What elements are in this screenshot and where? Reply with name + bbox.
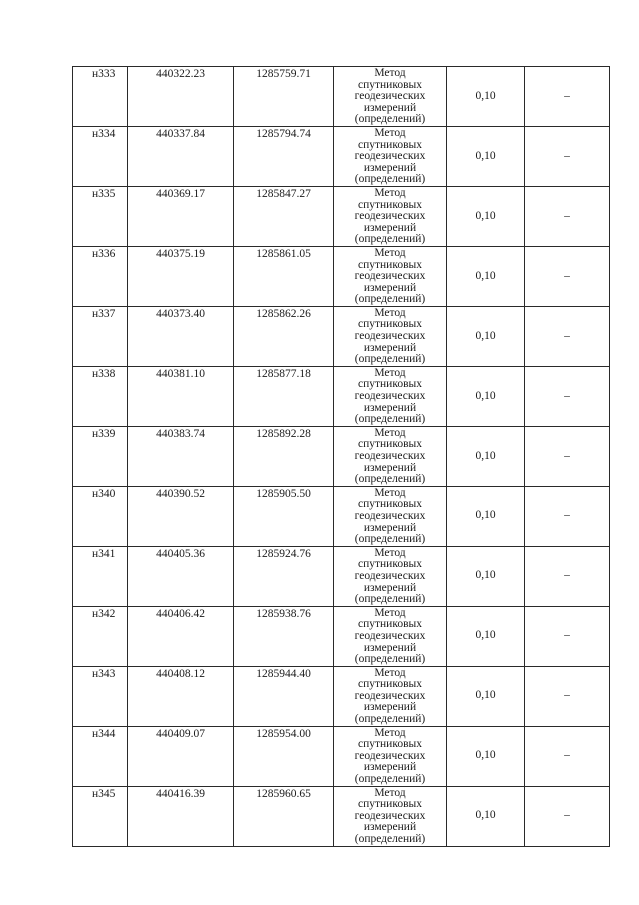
description-text: –	[564, 209, 570, 222]
y-coordinate-cell	[234, 186, 334, 246]
description-text: –	[564, 89, 570, 102]
accuracy-text: 0,10	[475, 689, 496, 702]
y-coordinate-text: 1285794.74	[256, 127, 311, 140]
description-cell	[525, 786, 610, 846]
x-coordinate-cell	[128, 366, 234, 426]
description-cell	[525, 126, 610, 186]
point-cell	[73, 126, 128, 186]
table-row	[73, 486, 610, 546]
table-row	[73, 666, 610, 726]
method-text: Метод спутниковых геодезических измерений (определений)	[354, 666, 426, 726]
accuracy-cell	[447, 486, 525, 546]
coordinates-table	[72, 66, 610, 847]
point-cell	[73, 186, 128, 246]
x-coordinate-text: 440405.36	[156, 547, 205, 560]
point-cell	[73, 666, 128, 726]
y-coordinate-cell	[234, 726, 334, 786]
point-cell	[73, 306, 128, 366]
method-text: Метод спутниковых геодезических измерений (определений)	[354, 486, 426, 546]
x-coordinate-text: 440409.07	[156, 727, 205, 740]
table-row	[73, 426, 610, 486]
x-coordinate-text: 440408.12	[156, 667, 205, 680]
y-coordinate-text: 1285924.76	[256, 547, 311, 560]
method-cell	[334, 486, 447, 546]
x-coordinate-text: 440390.52	[156, 487, 205, 500]
point-text: н342	[92, 607, 116, 620]
table-body	[73, 67, 610, 847]
method-cell	[334, 126, 447, 186]
accuracy-text: 0,10	[475, 329, 496, 342]
y-coordinate-text: 1285847.27	[256, 187, 311, 200]
description-text: –	[564, 509, 570, 522]
description-cell	[525, 486, 610, 546]
x-coordinate-cell	[128, 126, 234, 186]
method-text: Метод спутниковых геодезических измерений (определений)	[354, 126, 426, 186]
accuracy-text: 0,10	[475, 269, 496, 282]
description-text: –	[564, 749, 570, 762]
accuracy-cell	[447, 366, 525, 426]
x-coordinate-text: 440406.42	[156, 607, 205, 620]
x-coordinate-cell	[128, 67, 234, 127]
point-cell	[73, 786, 128, 846]
method-text: Метод спутниковых геодезических измерений (определений)	[354, 546, 426, 606]
accuracy-cell	[447, 426, 525, 486]
accuracy-cell	[447, 726, 525, 786]
accuracy-text: 0,10	[475, 209, 496, 222]
x-coordinate-text: 440383.74	[156, 427, 205, 440]
method-text: Метод спутниковых геодезических измерений (определений)	[354, 726, 426, 786]
point-text: н336	[92, 247, 116, 260]
x-coordinate-cell	[128, 606, 234, 666]
description-cell	[525, 366, 610, 426]
y-coordinate-cell	[234, 67, 334, 127]
y-coordinate-text: 1285938.76	[256, 607, 311, 620]
y-coordinate-cell	[234, 606, 334, 666]
y-coordinate-text: 1285905.50	[256, 487, 311, 500]
method-cell	[334, 186, 447, 246]
accuracy-cell	[447, 606, 525, 666]
x-coordinate-cell	[128, 726, 234, 786]
method-text: Метод спутниковых геодезических измерений (определений)	[354, 426, 426, 486]
x-coordinate-cell	[128, 786, 234, 846]
x-coordinate-text: 440373.40	[156, 307, 205, 320]
y-coordinate-cell	[234, 786, 334, 846]
point-cell	[73, 546, 128, 606]
method-cell	[334, 606, 447, 666]
y-coordinate-text: 1285861.05	[256, 247, 311, 260]
table-row	[73, 306, 610, 366]
y-coordinate-text: 1285877.18	[256, 367, 311, 380]
y-coordinate-cell	[234, 666, 334, 726]
point-text: н343	[92, 667, 116, 680]
description-text: –	[564, 809, 570, 822]
y-coordinate-cell	[234, 306, 334, 366]
description-cell	[525, 246, 610, 306]
point-cell	[73, 67, 128, 127]
description-cell	[525, 666, 610, 726]
point-text: н340	[92, 487, 116, 500]
y-coordinate-text: 1285759.71	[256, 68, 311, 80]
accuracy-text: 0,10	[475, 389, 496, 402]
y-coordinate-text: 1285954.00	[256, 727, 311, 740]
x-coordinate-cell	[128, 546, 234, 606]
point-cell	[73, 426, 128, 486]
y-coordinate-text: 1285944.40	[256, 667, 311, 680]
accuracy-text: 0,10	[475, 569, 496, 582]
x-coordinate-text: 440322.23	[156, 68, 205, 80]
table-row	[73, 366, 610, 426]
method-text: Метод спутниковых геодезических измерений (определений)	[354, 186, 426, 246]
y-coordinate-cell	[234, 426, 334, 486]
point-text: н341	[92, 547, 116, 560]
point-cell	[73, 366, 128, 426]
point-text: н334	[92, 127, 116, 140]
accuracy-text: 0,10	[475, 449, 496, 462]
table-row	[73, 606, 610, 666]
method-cell	[334, 306, 447, 366]
accuracy-cell	[447, 546, 525, 606]
method-cell	[334, 546, 447, 606]
accuracy-cell	[447, 246, 525, 306]
point-cell	[73, 246, 128, 306]
accuracy-cell	[447, 786, 525, 846]
point-text: н335	[92, 187, 116, 200]
accuracy-text: 0,10	[475, 749, 496, 762]
table-row	[73, 786, 610, 846]
description-text: –	[564, 389, 570, 402]
method-cell	[334, 366, 447, 426]
y-coordinate-text: 1285862.26	[256, 307, 311, 320]
method-cell	[334, 246, 447, 306]
point-cell	[73, 606, 128, 666]
x-coordinate-cell	[128, 426, 234, 486]
accuracy-cell	[447, 186, 525, 246]
description-text: –	[564, 569, 570, 582]
accuracy-text: 0,10	[475, 509, 496, 522]
x-coordinate-text: 440375.19	[156, 247, 205, 260]
description-cell	[525, 606, 610, 666]
point-cell	[73, 486, 128, 546]
description-text: –	[564, 269, 570, 282]
accuracy-text: 0,10	[475, 629, 496, 642]
description-text: –	[564, 689, 570, 702]
description-cell	[525, 546, 610, 606]
table-row	[73, 546, 610, 606]
x-coordinate-text: 440381.10	[156, 367, 205, 380]
point-text: н345	[92, 787, 116, 800]
point-text: н339	[92, 427, 116, 440]
description-text: –	[564, 149, 570, 162]
method-cell	[334, 426, 447, 486]
description-cell	[525, 67, 610, 127]
method-text: Метод спутниковых геодезических измерений (определений)	[354, 366, 426, 426]
point-cell	[73, 726, 128, 786]
point-text: н337	[92, 307, 116, 320]
description-cell	[525, 306, 610, 366]
method-text: Метод спутниковых геодезических измерений (определений)	[354, 606, 426, 666]
y-coordinate-cell	[234, 246, 334, 306]
accuracy-cell	[447, 126, 525, 186]
table-row	[73, 246, 610, 306]
accuracy-text: 0,10	[475, 809, 496, 822]
method-text: Метод спутниковых геодезических измерений (определений)	[354, 786, 426, 845]
x-coordinate-text: 440337.84	[156, 127, 205, 140]
table-row	[73, 126, 610, 186]
point-text: н344	[92, 727, 116, 740]
method-text: Метод спутниковых геодезических измерений (определений)	[354, 246, 426, 306]
accuracy-cell	[447, 67, 525, 127]
description-cell	[525, 186, 610, 246]
method-text: Метод спутниковых геодезических измерений (определений)	[354, 67, 426, 126]
description-cell	[525, 726, 610, 786]
x-coordinate-cell	[128, 486, 234, 546]
method-cell	[334, 666, 447, 726]
x-coordinate-cell	[128, 186, 234, 246]
description-text: –	[564, 329, 570, 342]
y-coordinate-text: 1285960.65	[256, 787, 311, 800]
table-row	[73, 186, 610, 246]
x-coordinate-cell	[128, 666, 234, 726]
accuracy-text: 0,10	[475, 89, 496, 102]
accuracy-cell	[447, 306, 525, 366]
y-coordinate-cell	[234, 546, 334, 606]
point-text: н338	[92, 367, 116, 380]
table-row	[73, 726, 610, 786]
y-coordinate-cell	[234, 366, 334, 426]
method-text: Метод спутниковых геодезических измерений (определений)	[354, 306, 426, 366]
description-text: –	[564, 629, 570, 642]
method-cell	[334, 786, 447, 846]
accuracy-text: 0,10	[475, 149, 496, 162]
x-coordinate-text: 440369.17	[156, 187, 205, 200]
y-coordinate-cell	[234, 126, 334, 186]
accuracy-cell	[447, 666, 525, 726]
x-coordinate-text: 440416.39	[156, 787, 205, 800]
description-cell	[525, 426, 610, 486]
method-cell	[334, 67, 447, 127]
table-row	[73, 67, 610, 127]
method-cell	[334, 726, 447, 786]
point-text: н333	[92, 68, 116, 80]
x-coordinate-cell	[128, 306, 234, 366]
x-coordinate-cell	[128, 246, 234, 306]
y-coordinate-text: 1285892.28	[256, 427, 311, 440]
y-coordinate-cell	[234, 486, 334, 546]
description-text: –	[564, 449, 570, 462]
